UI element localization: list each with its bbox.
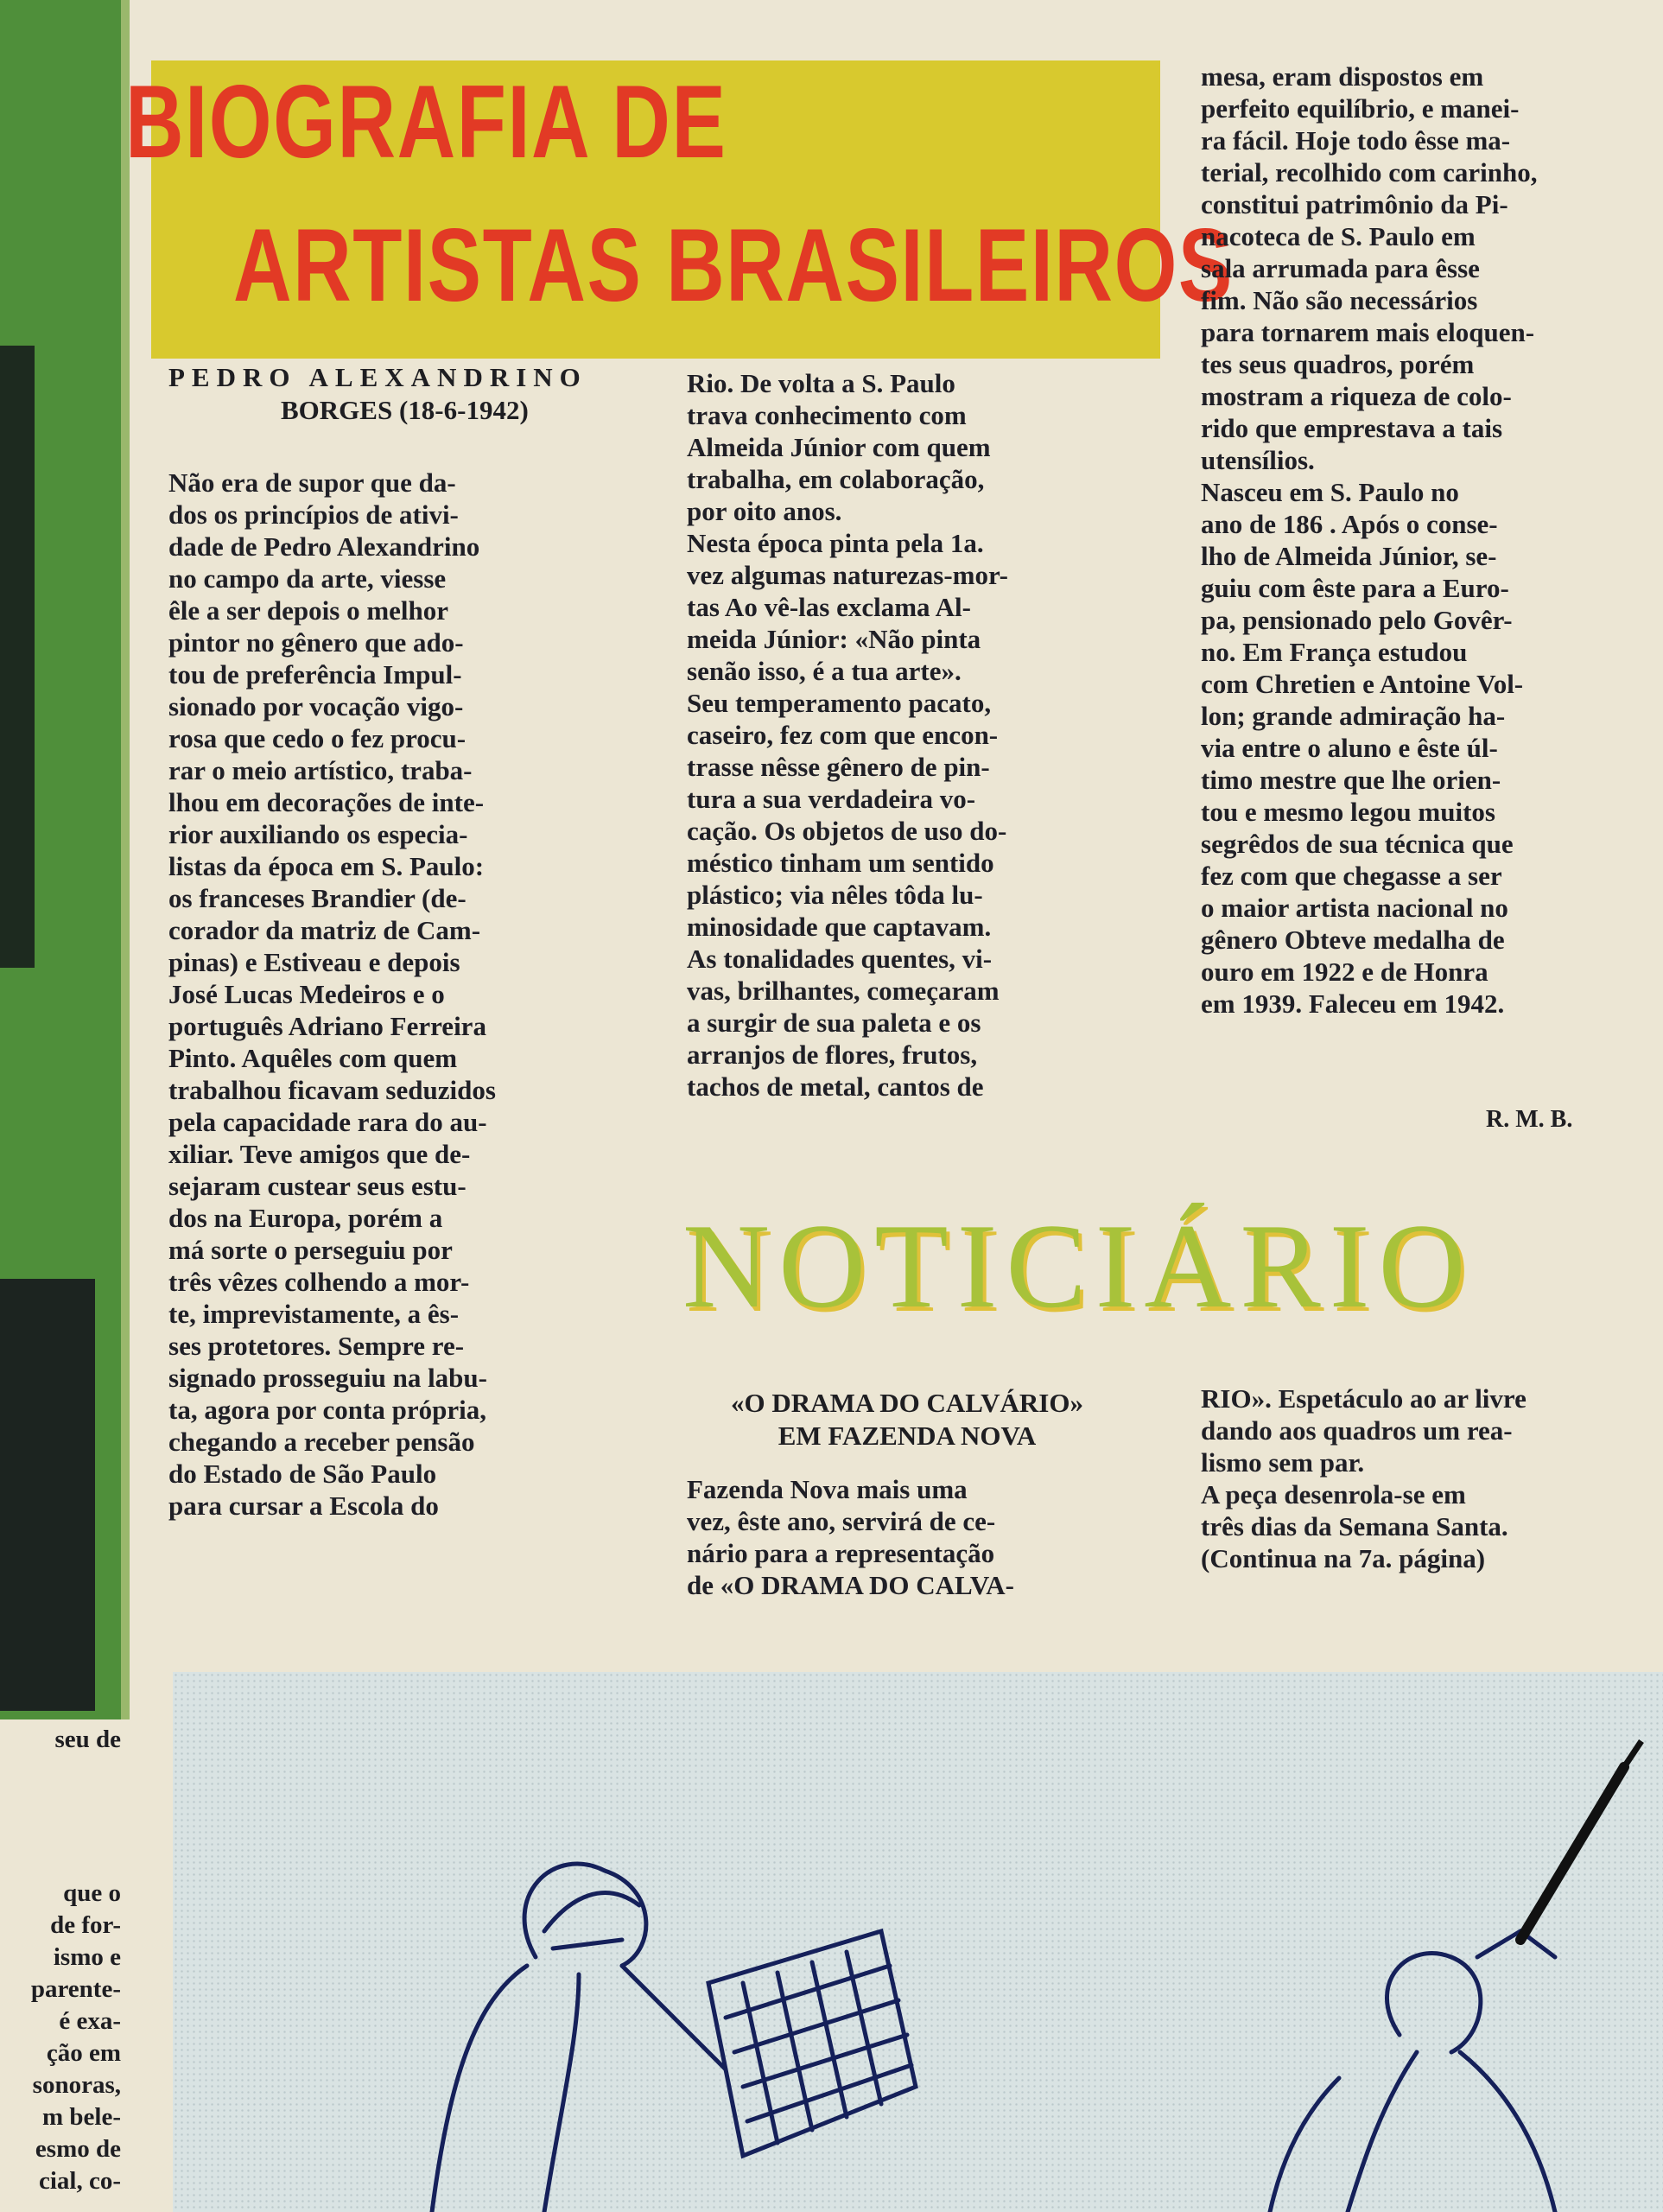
article-signature: R. M. B. bbox=[1486, 1106, 1573, 1133]
text-line: corador da matriz de Cam- bbox=[168, 915, 481, 945]
text-line: plástico; via nêles tôda lu- bbox=[687, 880, 983, 910]
text-line: tachos de metal, cantos de bbox=[687, 1071, 984, 1102]
text-line: rar o meio artístico, traba- bbox=[168, 755, 473, 785]
text-line: terial, recolhido com carinho, bbox=[1201, 157, 1538, 188]
left-fragment-line: ismo e bbox=[53, 1943, 121, 1971]
stick-tip bbox=[1624, 1741, 1641, 1767]
text-line: timo mestre que lhe orien- bbox=[1201, 765, 1501, 795]
bottom-illustration bbox=[173, 1672, 1663, 2212]
text-line: guiu com êste para a Euro- bbox=[1201, 573, 1509, 603]
text-line: lho de Almeida Júnior, se- bbox=[1201, 541, 1497, 571]
text-line: RIO». Espetáculo ao ar livre bbox=[1201, 1383, 1527, 1414]
text-line: Rio. De volta a S. Paulo bbox=[687, 368, 955, 398]
author-surname: BORGES bbox=[281, 395, 393, 425]
text-line: dos os princípios de ativi- bbox=[168, 499, 459, 530]
article-column-3 bbox=[1201, 60, 1637, 1020]
figure-eyes bbox=[553, 1940, 622, 1948]
figure-back bbox=[432, 1966, 527, 2212]
text-line: no. Em França estudou bbox=[1201, 637, 1468, 667]
text-line: segrêdos de sua técnica que bbox=[1201, 829, 1514, 859]
text-line: Nasceu em S. Paulo no bbox=[1201, 477, 1459, 507]
text-line: A peça desenrola-se em bbox=[1201, 1479, 1466, 1510]
text-line: trabalha, em colaboração, bbox=[687, 464, 985, 494]
text-line: listas da época em S. Paulo: bbox=[168, 851, 485, 881]
figure-head-outline bbox=[524, 1864, 646, 1966]
text-line: vas, brilhantes, começaram bbox=[687, 976, 1000, 1006]
left-fragment-line: sonoras, bbox=[32, 2071, 121, 2099]
text-line: perfeito equilíbrio, e manei- bbox=[1201, 93, 1520, 124]
text-line: Seu temperamento pacato, bbox=[687, 688, 992, 718]
text-line: lon; grande admiração ha- bbox=[1201, 701, 1506, 731]
text-line: caseiro, fez com que encon- bbox=[687, 720, 999, 750]
text-line: rior auxiliando os especia- bbox=[168, 819, 468, 849]
text-line: dade de Pedro Alexandrino bbox=[168, 531, 480, 562]
article-column-1 bbox=[168, 467, 626, 1522]
author-dates: (18-6-1942) bbox=[398, 395, 529, 425]
article-column-2 bbox=[687, 367, 1136, 1103]
news-headline-line-1: «O DRAMA DO CALVÁRIO» bbox=[731, 1388, 1083, 1418]
text-line: lismo sem par. bbox=[1201, 1447, 1365, 1478]
text-line: pinas) e Estiveau e depois bbox=[168, 947, 460, 977]
article-title-line-1: BIOGRAFIA DE bbox=[125, 64, 727, 180]
text-line: gênero Obteve medalha de bbox=[1201, 925, 1505, 955]
text-line: fim. Não são necessários bbox=[1201, 285, 1478, 315]
author-name: PEDRO ALEXANDRINO bbox=[168, 362, 587, 392]
text-line: senão isso, é a tua arte». bbox=[687, 656, 962, 686]
text-line: lhou em decorações de inte- bbox=[168, 787, 485, 817]
left-illustration-dark-shape bbox=[0, 1279, 95, 1711]
text-line: pintor no gênero que ado- bbox=[168, 627, 464, 658]
text-line: tes seus quadros, porém bbox=[1201, 349, 1475, 379]
text-line: sionado por vocação vigo- bbox=[168, 691, 464, 721]
text-line: fez com que chegasse a ser bbox=[1201, 861, 1502, 891]
text-line: signado prosseguiu na labu- bbox=[168, 1363, 487, 1393]
text-line: Almeida Júnior com quem bbox=[687, 432, 991, 462]
news-headline-line-2: EM FAZENDA NOVA bbox=[778, 1421, 1037, 1451]
text-line: Não era de supor que da- bbox=[168, 467, 456, 498]
text-line: mostram a riqueza de colo- bbox=[1201, 381, 1512, 411]
news-headline bbox=[682, 1387, 1132, 1452]
stick-pole bbox=[1520, 1767, 1624, 1940]
text-line: cação. Os objetos de uso do- bbox=[687, 816, 1007, 846]
text-line: Fazenda Nova mais uma bbox=[687, 1474, 968, 1504]
text-line: para tornarem mais eloquen- bbox=[1201, 317, 1535, 347]
text-line: tura a sua verdadeira vo- bbox=[687, 784, 976, 814]
left-fragment-line: parente- bbox=[30, 1975, 121, 2003]
text-line: meida Júnior: «Não pinta bbox=[687, 624, 981, 654]
figure2-head bbox=[1387, 1954, 1480, 2052]
text-line: pela capacidade rara do au- bbox=[168, 1107, 487, 1137]
text-line: pa, pensionado pelo Govêr- bbox=[1201, 605, 1513, 635]
text-line: chegando a receber pensão bbox=[168, 1427, 475, 1457]
text-line: te, imprevistamente, a ês- bbox=[168, 1299, 460, 1329]
text-line: em 1939. Faleceu em 1942. bbox=[1201, 988, 1505, 1019]
article-title-line-2: ARTISTAS BRASILEIROS bbox=[233, 207, 1234, 323]
text-line: ta, agora por conta própria, bbox=[168, 1395, 486, 1425]
left-fragment-line: ção em bbox=[46, 2039, 121, 2067]
text-line: tou e mesmo legou muitos bbox=[1201, 797, 1495, 827]
text-line: ra fácil. Hoje todo êsse ma- bbox=[1201, 125, 1511, 156]
text-line: êle a ser depois o melhor bbox=[168, 595, 449, 626]
text-line: do Estado de São Paulo bbox=[168, 1459, 437, 1489]
text-line: ouro em 1922 e de Honra bbox=[1201, 957, 1488, 987]
text-line: má sorte o perseguiu por bbox=[168, 1235, 453, 1265]
left-fragment-line: cial, co- bbox=[38, 2167, 121, 2195]
text-line: três dias da Semana Santa. bbox=[1201, 1511, 1508, 1541]
text-line: via entre o aluno e êste úl- bbox=[1201, 733, 1498, 763]
text-line: ses protetores. Sempre re- bbox=[168, 1331, 465, 1361]
text-line: ano de 186 . Após o conse- bbox=[1201, 509, 1498, 539]
text-line: constitui patrimônio da Pi- bbox=[1201, 189, 1508, 219]
text-line: três vêzes colhendo a mor- bbox=[168, 1267, 470, 1297]
left-fragment-line: esmo de bbox=[35, 2135, 121, 2163]
text-line: As tonalidades quentes, vi- bbox=[687, 944, 993, 974]
text-line: Nesta época pinta pela 1a. bbox=[687, 528, 984, 558]
figure2-arm bbox=[1460, 2052, 1555, 2212]
sketch-drawing bbox=[173, 1672, 1663, 2212]
text-line: rido que emprestava a tais bbox=[1201, 413, 1503, 443]
left-fragment-line: seu de bbox=[54, 1726, 121, 1753]
text-line: Pinto. Aquêles com quem bbox=[168, 1043, 458, 1073]
text-line: de «O DRAMA DO CALVA- bbox=[687, 1570, 1014, 1600]
text-line: por oito anos. bbox=[687, 496, 842, 526]
text-line: sejaram custear seus estu- bbox=[168, 1171, 467, 1201]
left-fragment-line: é exa- bbox=[59, 2007, 121, 2035]
text-line: a surgir de sua paleta e os bbox=[687, 1007, 981, 1038]
text-line: nário para a representação bbox=[687, 1538, 995, 1568]
left-illustration-border bbox=[121, 0, 130, 1719]
text-line: José Lucas Medeiros e o bbox=[168, 979, 445, 1009]
article-byline bbox=[168, 361, 626, 427]
text-line: com Chretien e Antoine Vol- bbox=[1201, 669, 1524, 699]
text-line: arranjos de flores, frutos, bbox=[687, 1039, 978, 1070]
section-title: NOTICIÁRIO bbox=[682, 1199, 1475, 1333]
text-line: tas Ao vê-las exclama Al- bbox=[687, 592, 971, 622]
text-line: sala arrumada para êsse bbox=[1201, 253, 1480, 283]
news-column-2 bbox=[1201, 1382, 1637, 1574]
figure2-shoulder bbox=[1270, 2078, 1339, 2212]
article-title-block bbox=[125, 60, 1234, 359]
figure2-body bbox=[1348, 2052, 1417, 2212]
text-line: utensílios. bbox=[1201, 445, 1315, 475]
text-line: trasse nêsse gênero de pin- bbox=[687, 752, 990, 782]
text-line: os franceses Brandier (de- bbox=[168, 883, 467, 913]
text-line: vez algumas naturezas-mor- bbox=[687, 560, 1008, 590]
text-line: (Continua na 7a. página) bbox=[1201, 1543, 1486, 1573]
text-line: minosidade que captavam. bbox=[687, 912, 992, 942]
text-line: xiliar. Teve amigos que de- bbox=[168, 1139, 471, 1169]
left-illustration-strip bbox=[0, 0, 130, 1719]
author-name-dates bbox=[168, 394, 626, 427]
text-line: tou de preferência Impul- bbox=[168, 659, 462, 690]
figure2-hand bbox=[1477, 1931, 1555, 1957]
text-line: para cursar a Escola do bbox=[168, 1491, 439, 1521]
text-line: trabalhou ficavam seduzidos bbox=[168, 1075, 496, 1105]
news-column-1 bbox=[687, 1473, 1136, 1601]
text-line: méstico tinham um sentido bbox=[687, 848, 994, 878]
text-line: trava conhecimento com bbox=[687, 400, 967, 430]
left-fragment-line: de for- bbox=[50, 1911, 121, 1939]
text-line: nacoteca de S. Paulo em bbox=[1201, 221, 1476, 251]
text-line: dando aos quadros um rea- bbox=[1201, 1415, 1513, 1446]
text-line: o maior artista nacional no bbox=[1201, 893, 1508, 923]
text-line: português Adriano Ferreira bbox=[168, 1011, 486, 1041]
figure-arm bbox=[544, 1974, 579, 2212]
left-fragment-line: que o bbox=[63, 1879, 121, 1907]
text-line: dos na Europa, porém a bbox=[168, 1203, 443, 1233]
figure-hair bbox=[544, 1893, 639, 1931]
left-fragment-line: m bele- bbox=[42, 2103, 121, 2131]
text-line: vez, êste ano, servirá de ce- bbox=[687, 1506, 996, 1536]
text-line: mesa, eram dispostos em bbox=[1201, 61, 1484, 92]
text-line: rosa que cedo o fez procu- bbox=[168, 723, 467, 753]
left-illustration-dark-shape bbox=[0, 346, 35, 968]
text-line: no campo da arte, viesse bbox=[168, 563, 447, 594]
